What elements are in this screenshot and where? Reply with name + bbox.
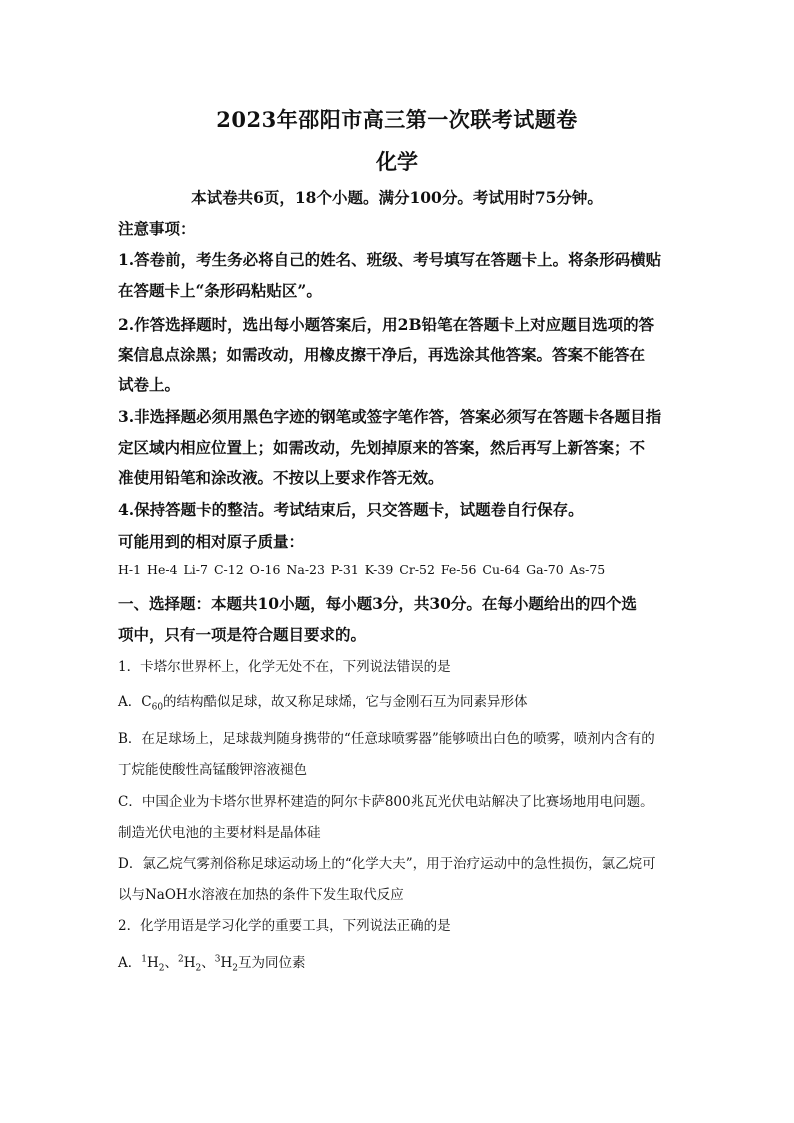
- question-1-option-b: B．在足球场上，足球裁判随身携带的“任意球喷雾器”能够喷出白色的喷雾，喷剂内含有的: [118, 731, 655, 747]
- atomic-mass-heading: 可能用到的相对原子质量：: [118, 532, 305, 551]
- question-2-stem: 2．化学用语是学习化学的重要工具，下列说法正确的是: [118, 918, 451, 934]
- question-1-option-d: D．氯乙烷气雾剂俗称足球运动场上的“化学大夫”，用于治疗运动中的急性损伤，氯乙烷可: [118, 856, 656, 872]
- notes-line: 试卷上。: [118, 375, 181, 394]
- notes-line: 2.作答选择题时，选出每小题答案后，用2B铅笔在答题卡上对应题目选项的答: [118, 315, 655, 334]
- notes-line: 定区域内相应位置上；如需改动，先划掉原来的答案，然后再写上新答案；不: [118, 438, 646, 457]
- atomic-mass-values: H-1 He-4 Li-7 C-12 O-16 Na-23 P-31 K-39 Cr-52 Fe-56 Cu-64 Ga-70 As-75: [118, 562, 606, 577]
- notes-line: 3.非选择题必须用黑色字迹的钢笔或签字笔作答，答案必须写在答题卡各题目指: [118, 407, 662, 426]
- exam-info: 本试卷共6页，18个小题。满分100分。考试用时75分钟。: [191, 188, 603, 207]
- question-2-option-a: A．$^1H_2$、$^2H_2$、$^3H_2$互为同位素: [118, 954, 306, 974]
- section-heading: 一、选择题：本题共10小题，每小题3分，共30分。在每小题给出的四个选: [118, 594, 637, 613]
- question-1-option-c: C．中国企业为卡塔尔世界杯建造的阿尔卡萨800兆瓦光伏电站解决了比赛场地用电问题。: [118, 794, 654, 810]
- notes-line: 案信息点涂黑；如需改动，用橡皮擦干净后，再选涂其他答案。答案不能答在: [118, 345, 646, 364]
- notes-line: 1.答卷前，考生务必将自己的姓名、班级、考号填写在答题卡上。将条形码横贴: [118, 250, 662, 269]
- notes-heading: 注意事项：: [118, 219, 196, 238]
- notes-line: 在答题卡上“条形码粘贴区”。: [118, 281, 322, 300]
- question-1-option-b-cont: 丁烷能使酸性高锰酸钾溶液褪色: [118, 762, 307, 778]
- question-1-option-c-cont: 制造光伏电池的主要材料是晶体硅: [118, 825, 321, 841]
- notes-line: 4.保持答题卡的整洁。考试结束后，只交答题卡，试题卷自行保存。: [118, 500, 584, 519]
- subject-title: 化学: [376, 149, 418, 174]
- question-1-option-a: A．$C_{60}$的结构酷似足球，故又称足球烯，它与金刚石互为同素异形体: [118, 694, 528, 713]
- question-1-stem: 1．卡塔尔世界杯上，化学无处不在，下列说法错误的是: [118, 659, 451, 675]
- exam-title: 2023年邵阳市高三第一次联考试题卷: [216, 107, 578, 132]
- notes-line: 准使用铅笔和涂改液。不按以上要求作答无效。: [118, 468, 444, 487]
- section-heading: 项中，只有一项是符合题目要求的。: [118, 625, 367, 644]
- question-1-option-d-cont: 以与NaOH水溶液在加热的条件下发生取代反应: [118, 887, 404, 903]
